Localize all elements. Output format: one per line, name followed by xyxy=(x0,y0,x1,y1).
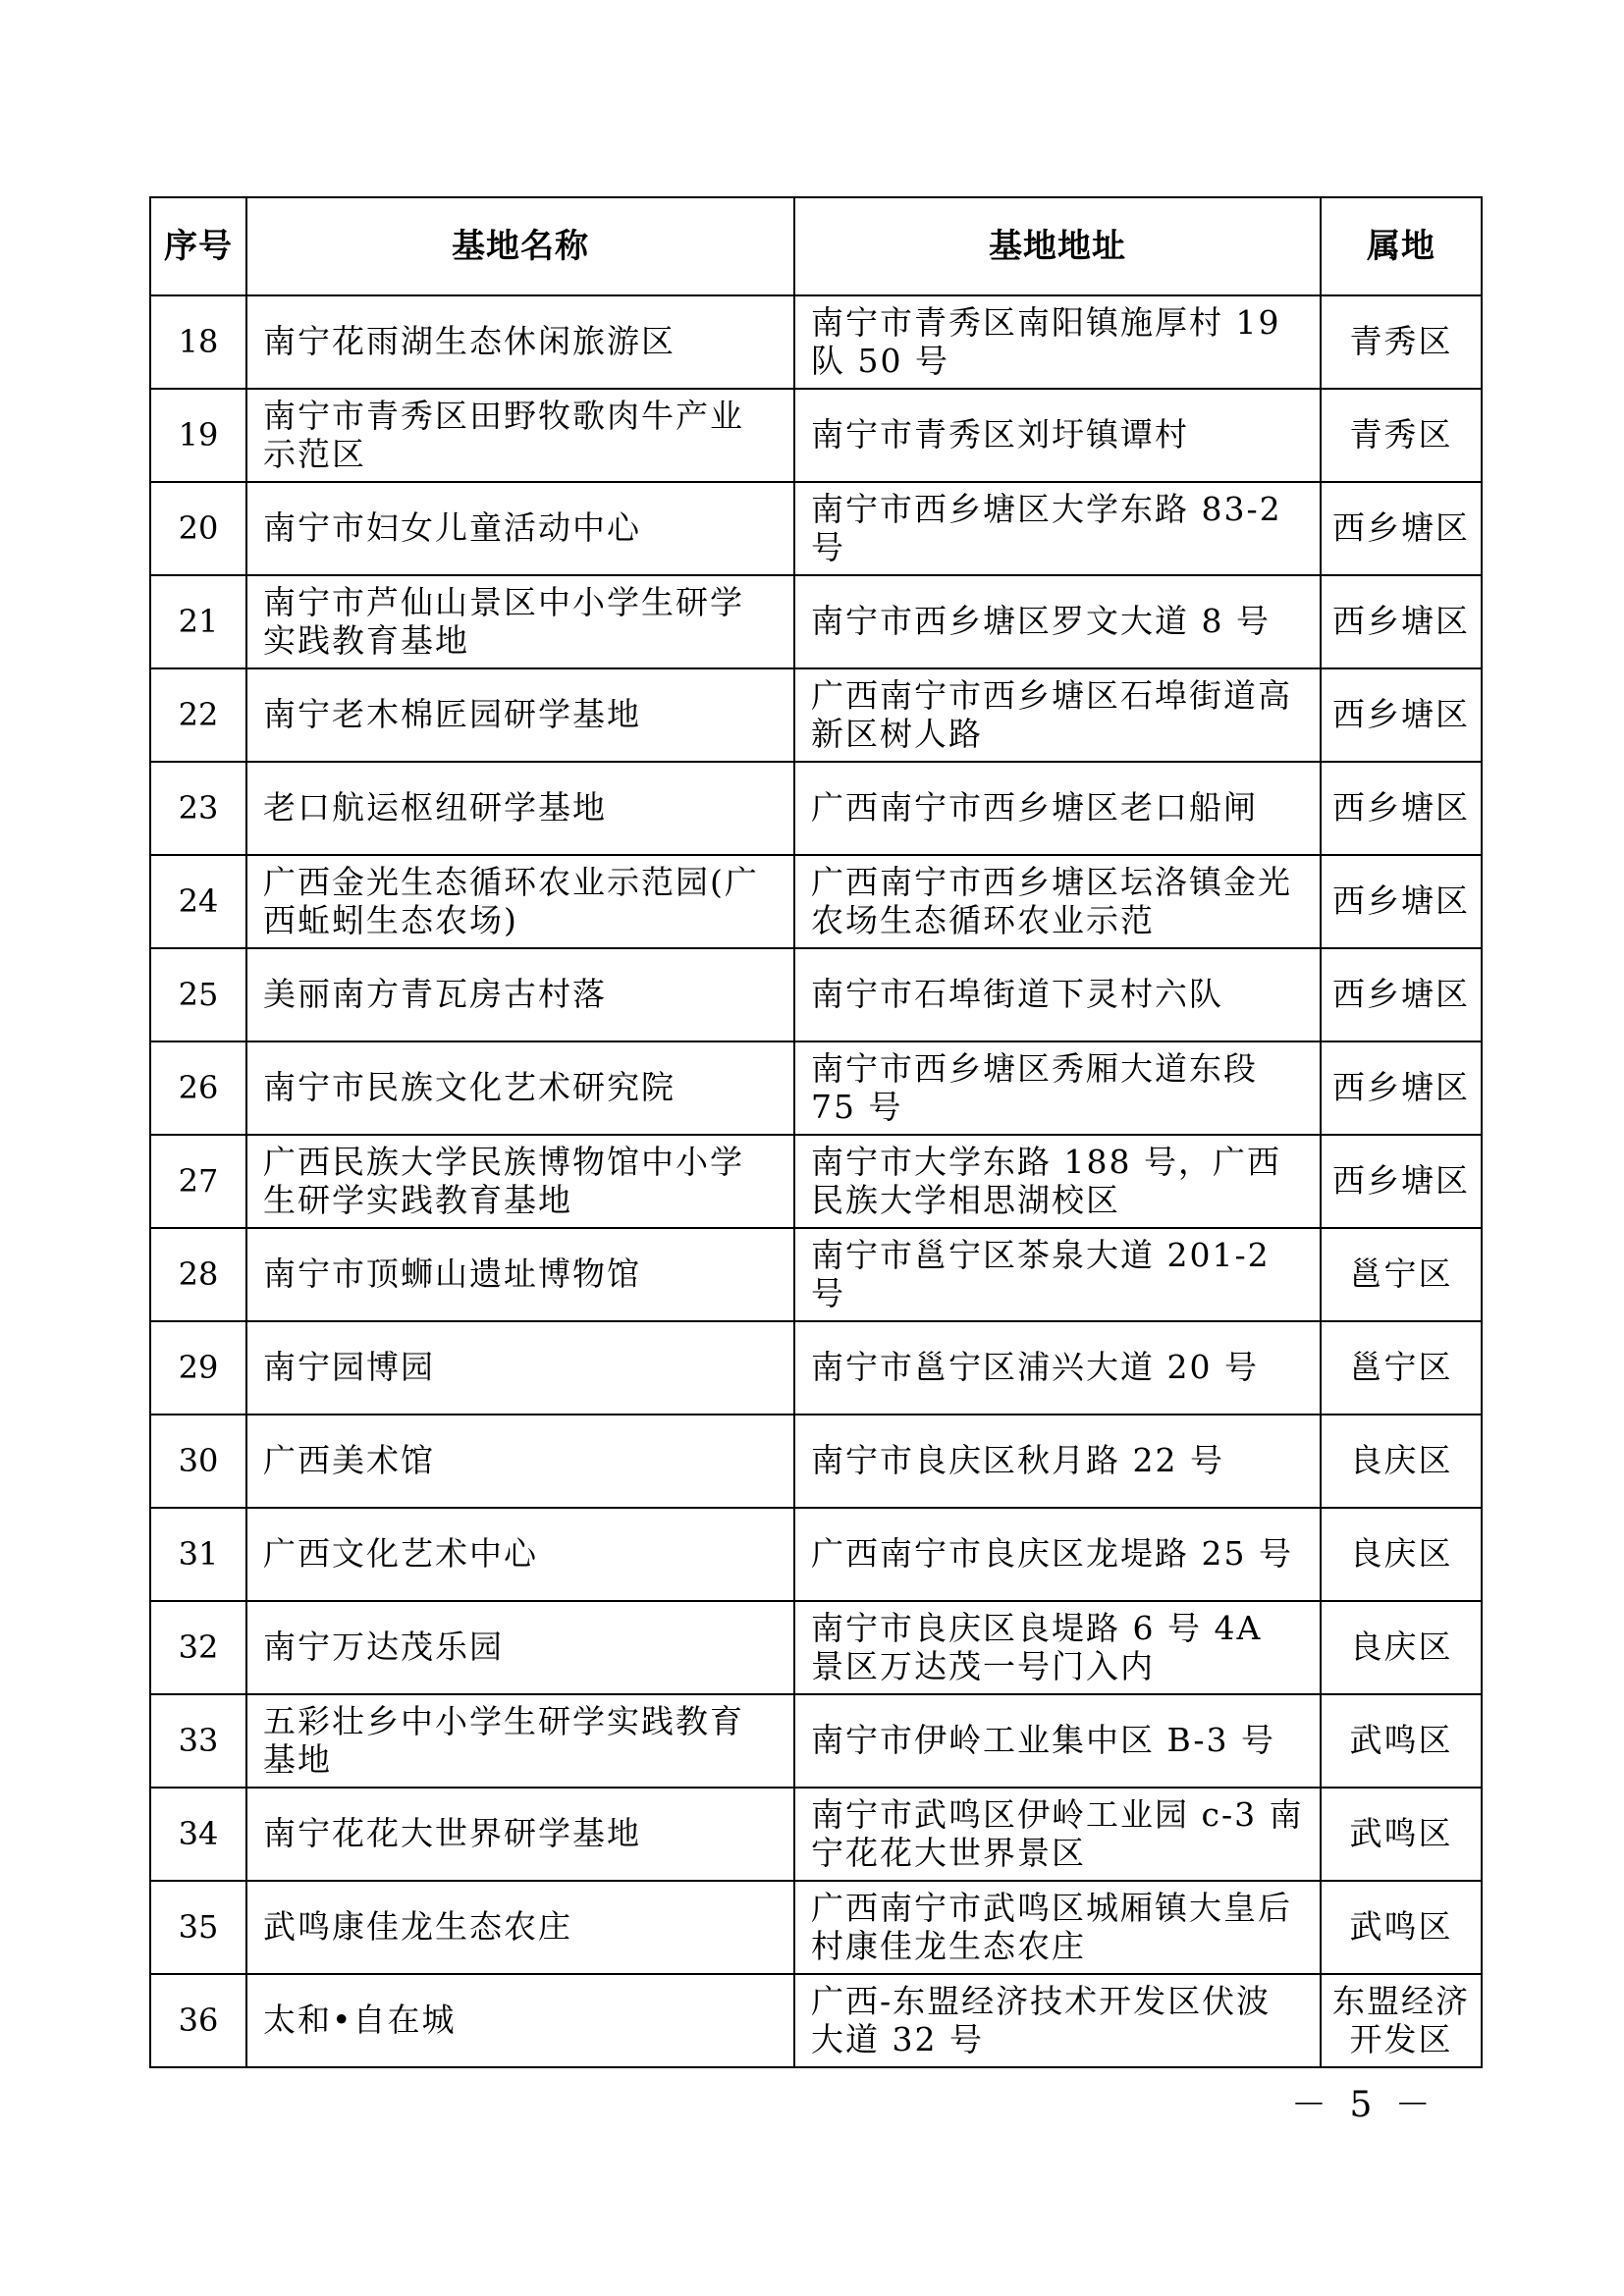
table-row xyxy=(150,1508,1482,1601)
cell-address: 广西-东盟经济技术开发区伏波大道 32 号 xyxy=(794,1974,1321,2067)
table-row xyxy=(150,948,1482,1041)
cell-index: 29 xyxy=(150,1321,246,1415)
cell-name: 南宁市民族文化艺术研究院 xyxy=(246,1041,794,1135)
cell-address: 南宁市大学东路 188 号，广西民族大学相思湖校区 xyxy=(794,1135,1321,1228)
cell-location: 西乡塘区 xyxy=(1321,762,1482,855)
cell-index: 27 xyxy=(150,1135,246,1228)
header-index: 序号 xyxy=(150,197,246,295)
cell-index: 30 xyxy=(150,1415,246,1508)
cell-location: 西乡塘区 xyxy=(1321,1135,1482,1228)
cell-index: 19 xyxy=(150,389,246,482)
cell-location: 西乡塘区 xyxy=(1321,575,1482,668)
table-row xyxy=(150,762,1482,855)
cell-index: 21 xyxy=(150,575,246,668)
table-row xyxy=(150,1135,1482,1228)
cell-name: 南宁市芦仙山景区中小学生研学实践教育基地 xyxy=(246,575,794,668)
header-name: 基地名称 xyxy=(246,197,794,295)
cell-address: 南宁市石埠街道下灵村六队 xyxy=(794,948,1321,1041)
cell-location: 西乡塘区 xyxy=(1321,948,1482,1041)
cell-location: 西乡塘区 xyxy=(1321,482,1482,575)
table-row xyxy=(150,295,1482,389)
cell-address: 广西南宁市西乡塘区石埠街道高新区树人路 xyxy=(794,668,1321,762)
cell-location: 邕宁区 xyxy=(1321,1228,1482,1321)
cell-address: 南宁市西乡塘区秀厢大道东段 75 号 xyxy=(794,1041,1321,1135)
cell-address: 南宁市西乡塘区大学东路 83-2 号 xyxy=(794,482,1321,575)
cell-address: 广西南宁市西乡塘区老口船闸 xyxy=(794,762,1321,855)
header-address: 基地地址 xyxy=(794,197,1321,295)
table-row xyxy=(150,1415,1482,1508)
cell-location: 青秀区 xyxy=(1321,389,1482,482)
cell-index: 33 xyxy=(150,1694,246,1788)
cell-location: 邕宁区 xyxy=(1321,1321,1482,1415)
cell-index: 23 xyxy=(150,762,246,855)
cell-name: 南宁万达茂乐园 xyxy=(246,1601,794,1694)
cell-name: 武鸣康佳龙生态农庄 xyxy=(246,1881,794,1974)
cell-location: 良庆区 xyxy=(1321,1508,1482,1601)
cell-location: 西乡塘区 xyxy=(1321,668,1482,762)
cell-name: 南宁花雨湖生态休闲旅游区 xyxy=(246,295,794,389)
table-header xyxy=(150,197,1482,295)
cell-name: 广西金光生态循环农业示范园(广西蚯蚓生态农场) xyxy=(246,855,794,948)
cell-index: 35 xyxy=(150,1881,246,1974)
cell-name: 南宁市顶蛳山遗址博物馆 xyxy=(246,1228,794,1321)
table-body xyxy=(150,295,1482,2067)
cell-address: 南宁市邕宁区茶泉大道 201-2 号 xyxy=(794,1228,1321,1321)
table-row xyxy=(150,1788,1482,1881)
cell-name: 南宁市青秀区田野牧歌肉牛产业示范区 xyxy=(246,389,794,482)
table-row xyxy=(150,1694,1482,1788)
cell-address: 南宁市西乡塘区罗文大道 8 号 xyxy=(794,575,1321,668)
cell-index: 24 xyxy=(150,855,246,948)
table-row xyxy=(150,1974,1482,2067)
cell-address: 南宁市伊岭工业集中区 B-3 号 xyxy=(794,1694,1321,1788)
cell-index: 18 xyxy=(150,295,246,389)
header-location: 属地 xyxy=(1321,197,1482,295)
cell-address: 南宁市良庆区良堤路 6 号 4A 景区万达茂一号门入内 xyxy=(794,1601,1321,1694)
cell-index: 20 xyxy=(150,482,246,575)
table-row xyxy=(150,1321,1482,1415)
cell-location: 西乡塘区 xyxy=(1321,855,1482,948)
cell-name: 南宁花花大世界研学基地 xyxy=(246,1788,794,1881)
cell-name: 南宁市妇女儿童活动中心 xyxy=(246,482,794,575)
cell-location: 良庆区 xyxy=(1321,1601,1482,1694)
cell-address: 南宁市青秀区南阳镇施厚村 19 队 50 号 xyxy=(794,295,1321,389)
cell-index: 22 xyxy=(150,668,246,762)
cell-address: 南宁市青秀区刘圩镇谭村 xyxy=(794,389,1321,482)
table-row xyxy=(150,1881,1482,1974)
cell-index: 25 xyxy=(150,948,246,1041)
cell-address: 南宁市邕宁区浦兴大道 20 号 xyxy=(794,1321,1321,1415)
cell-location: 东盟经济开发区 xyxy=(1321,1974,1482,2067)
header-row xyxy=(150,197,1482,295)
cell-location: 西乡塘区 xyxy=(1321,1041,1482,1135)
cell-index: 32 xyxy=(150,1601,246,1694)
cell-name: 广西民族大学民族博物馆中小学生研学实践教育基地 xyxy=(246,1135,794,1228)
table-row xyxy=(150,668,1482,762)
cell-index: 36 xyxy=(150,1974,246,2067)
table-row xyxy=(150,1601,1482,1694)
table-row xyxy=(150,389,1482,482)
cell-index: 26 xyxy=(150,1041,246,1135)
cell-name: 太和•自在城 xyxy=(246,1974,794,2067)
table-row xyxy=(150,855,1482,948)
cell-location: 武鸣区 xyxy=(1321,1881,1482,1974)
cell-location: 武鸣区 xyxy=(1321,1694,1482,1788)
page-number: － 5 － xyxy=(1291,2085,1436,2125)
cell-index: 31 xyxy=(150,1508,246,1601)
cell-location: 武鸣区 xyxy=(1321,1788,1482,1881)
table-row xyxy=(150,482,1482,575)
cell-name: 五彩壮乡中小学生研学实践教育基地 xyxy=(246,1694,794,1788)
cell-name: 美丽南方青瓦房古村落 xyxy=(246,948,794,1041)
cell-address: 广西南宁市西乡塘区坛洛镇金光农场生态循环农业示范 xyxy=(794,855,1321,948)
cell-location: 良庆区 xyxy=(1321,1415,1482,1508)
cell-index: 28 xyxy=(150,1228,246,1321)
cell-name: 老口航运枢纽研学基地 xyxy=(246,762,794,855)
cell-address: 广西南宁市良庆区龙堤路 25 号 xyxy=(794,1508,1321,1601)
table-row xyxy=(150,1041,1482,1135)
cell-name: 南宁老木棉匠园研学基地 xyxy=(246,668,794,762)
cell-location: 青秀区 xyxy=(1321,295,1482,389)
cell-address: 广西南宁市武鸣区城厢镇大皇后村康佳龙生态农庄 xyxy=(794,1881,1321,1974)
cell-name: 南宁园博园 xyxy=(246,1321,794,1415)
table-row xyxy=(150,575,1482,668)
cell-name: 广西美术馆 xyxy=(246,1415,794,1508)
cell-name: 广西文化艺术中心 xyxy=(246,1508,794,1601)
base-list-table xyxy=(149,196,1483,2068)
cell-index: 34 xyxy=(150,1788,246,1881)
table-row xyxy=(150,1228,1482,1321)
cell-address: 南宁市良庆区秋月路 22 号 xyxy=(794,1415,1321,1508)
cell-address: 南宁市武鸣区伊岭工业园 c-3 南宁花花大世界景区 xyxy=(794,1788,1321,1881)
